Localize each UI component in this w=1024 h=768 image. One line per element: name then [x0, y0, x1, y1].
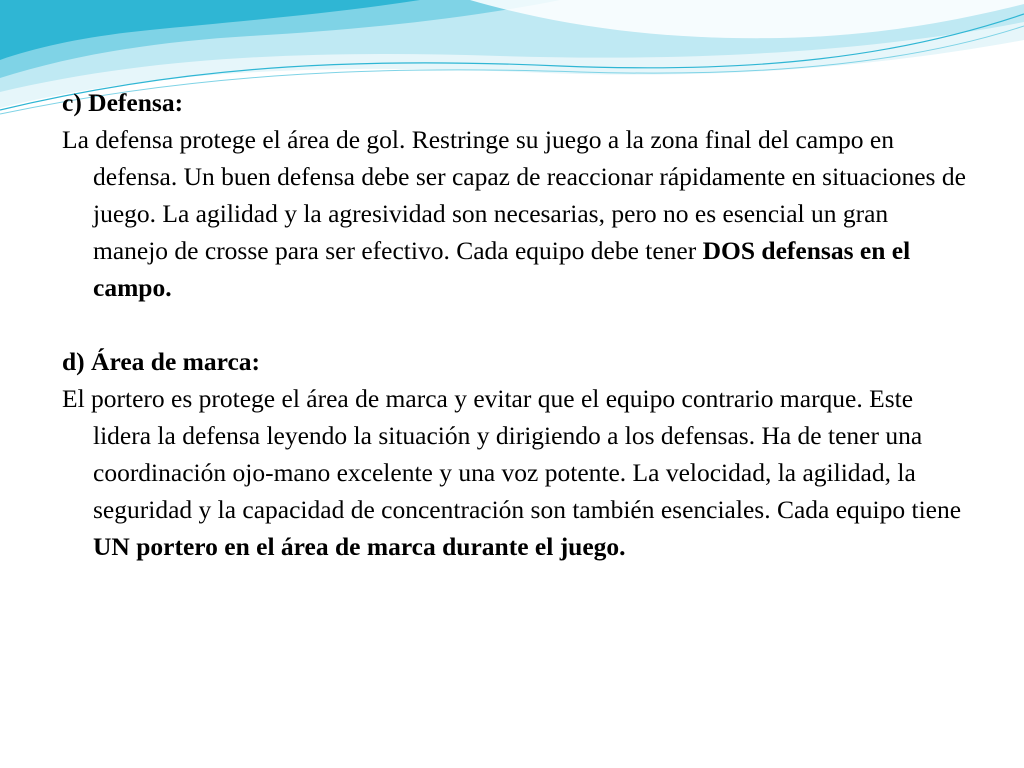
section-body-defensa: [62, 121, 967, 306]
section-heading-defensa: c) Defensa:: [62, 88, 184, 117]
body-text-area-de-marca: El portero es protege el área de marca y evitar que el equipo contrario marque. Este lidera la defensa leyendo la situación y dirigiendo a los defensas. Ha de tener una coordinación ojo-mano excelente y una voz potente. La velocidad, la agilidad, la seguridad y la capacidad de concentración son también esenciales. Cada equipo tiene: [62, 384, 962, 524]
section-body-area-de-marca: [62, 380, 967, 565]
section-heading-area-de-marca: d) Área de marca:: [62, 347, 261, 376]
body-text-defensa: La defensa protege el área de gol. Restringe su juego a la zona final del campo en defensa. Un buen defensa debe ser capaz de reaccionar rápidamente en situaciones de juego. La agilidad y la agresividad son necesarias, pero no es esencial un gran manejo de crosse para ser efectivo. Cada equipo debe tener: [62, 125, 966, 265]
body-bold-defensa: DOS defensas en el campo.: [93, 236, 911, 302]
body-bold-area-de-marca: UN portero en el área de marca durante el juego.: [93, 532, 626, 561]
slide-content: [62, 84, 967, 565]
